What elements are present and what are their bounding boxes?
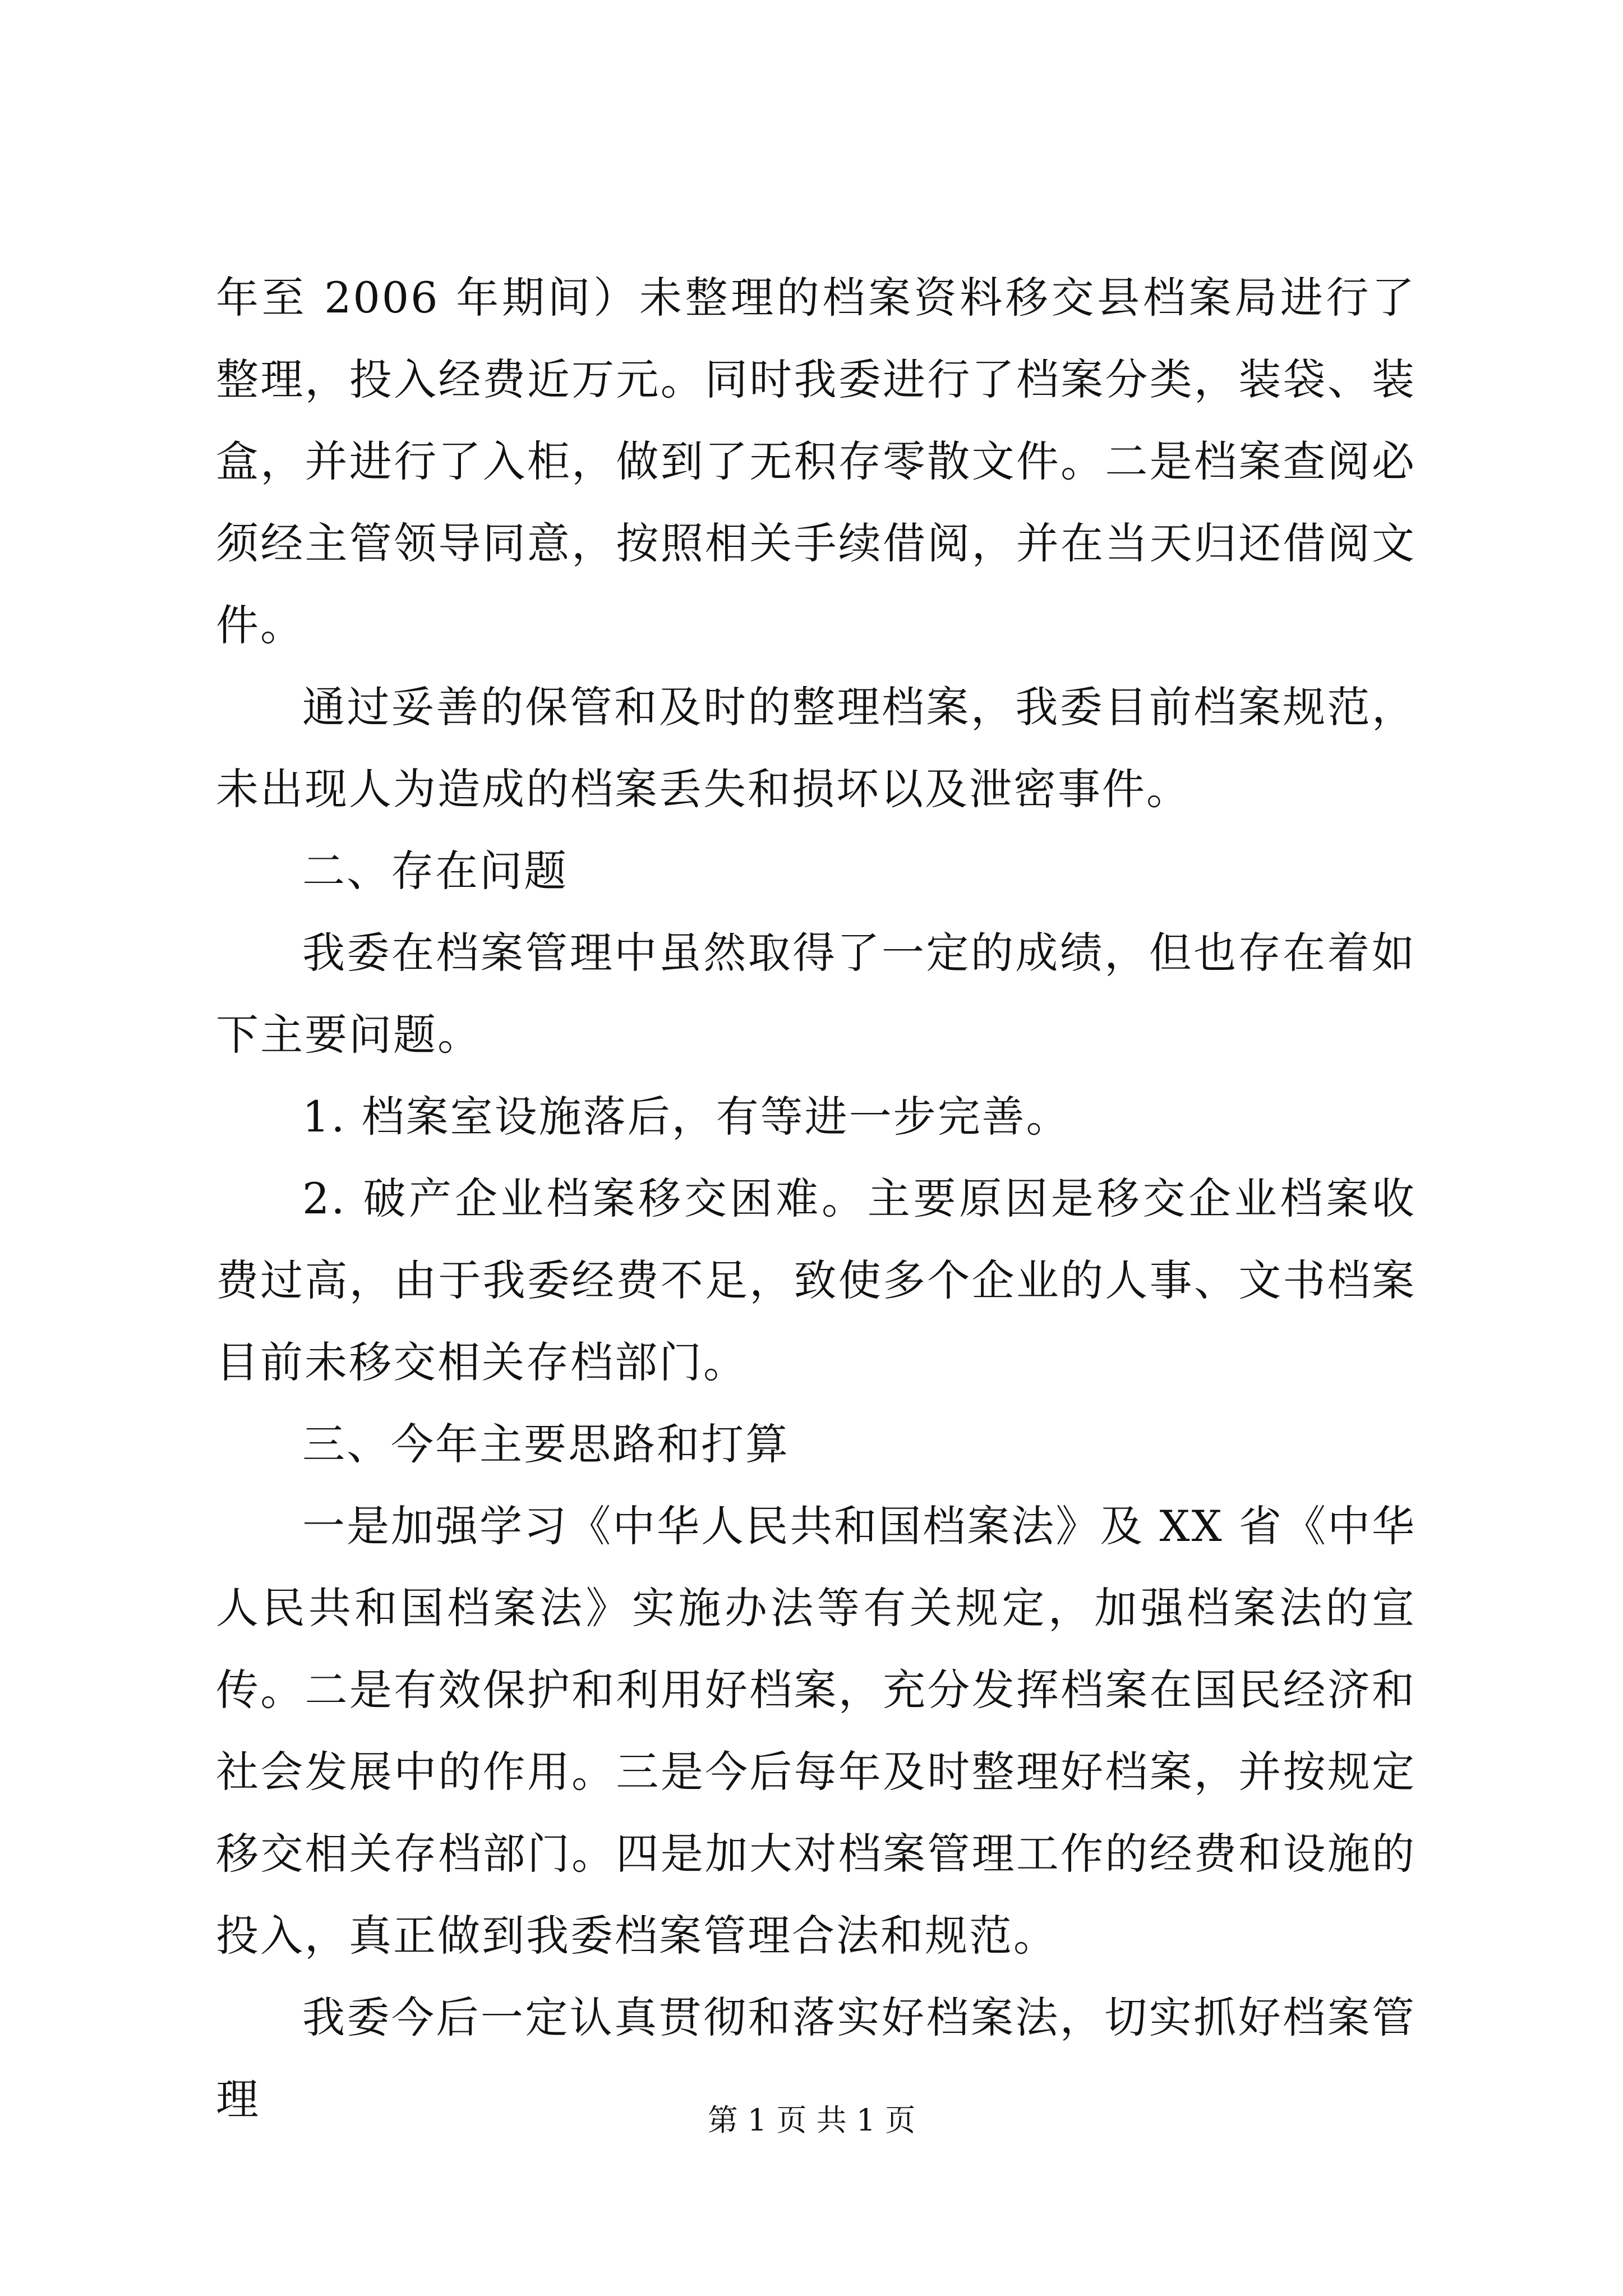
list-item-problem-1: 1. 档案室设施落后，有等进一步完善。 xyxy=(302,1092,1071,1142)
list-item-problem-2: 2. 破产企业档案移交困难。主要原因是移交企业档案收费过高，由于我委经费不足，致使多个企业的人事、文书档案目前未移交相关存档部门。 xyxy=(216,1174,1416,1387)
paragraph-continuation: 年至 2006 年期间）未整理的档案资料移交县档案局进行了整理，投入经费近万元。同时我委进行了档案分类，装袋、装盒，并进行了入柜，做到了无积存零散文件。二是档案查阅必须经主管领导同意，按照相关手续借阅，并在当天归还借阅文件。 xyxy=(216,273,1416,650)
paragraph-archive-status: 通过妥善的保管和及时的整理档案，我委目前档案规范，未出现人为造成的档案丢失和损坏以及泄密事件。 xyxy=(216,682,1416,814)
section-heading-problems: 二、存在问题 xyxy=(302,846,568,896)
paragraph-problems-intro: 我委在档案管理中虽然取得了一定的成绩，但也存在着如下主要问题。 xyxy=(216,928,1416,1060)
document-body xyxy=(216,257,1416,2141)
paragraph-plans: 一是加强学习《中华人民共和国档案法》及 XX 省《中华人民共和国档案法》实施办法等有关规定，加强档案法的宣传。二是有效保护和利用好档案，充分发挥档案在国民经济和社会发展中的作用。三是今后每年及时整理好档案，并按规定移交相关存档部门。四是加大对档案管理工作的经费和设施的投入，真正做到我委档案管理合法和规范。 xyxy=(216,1501,1416,1961)
paragraph-closing: 我委今后一定认真贯彻和落实好档案法，切实抓好档案管理 xyxy=(216,1993,1416,2124)
section-heading-plans: 三、今年主要思路和打算 xyxy=(302,1419,790,1469)
page-footer: 第 1 页 共 1 页 xyxy=(707,2102,916,2138)
